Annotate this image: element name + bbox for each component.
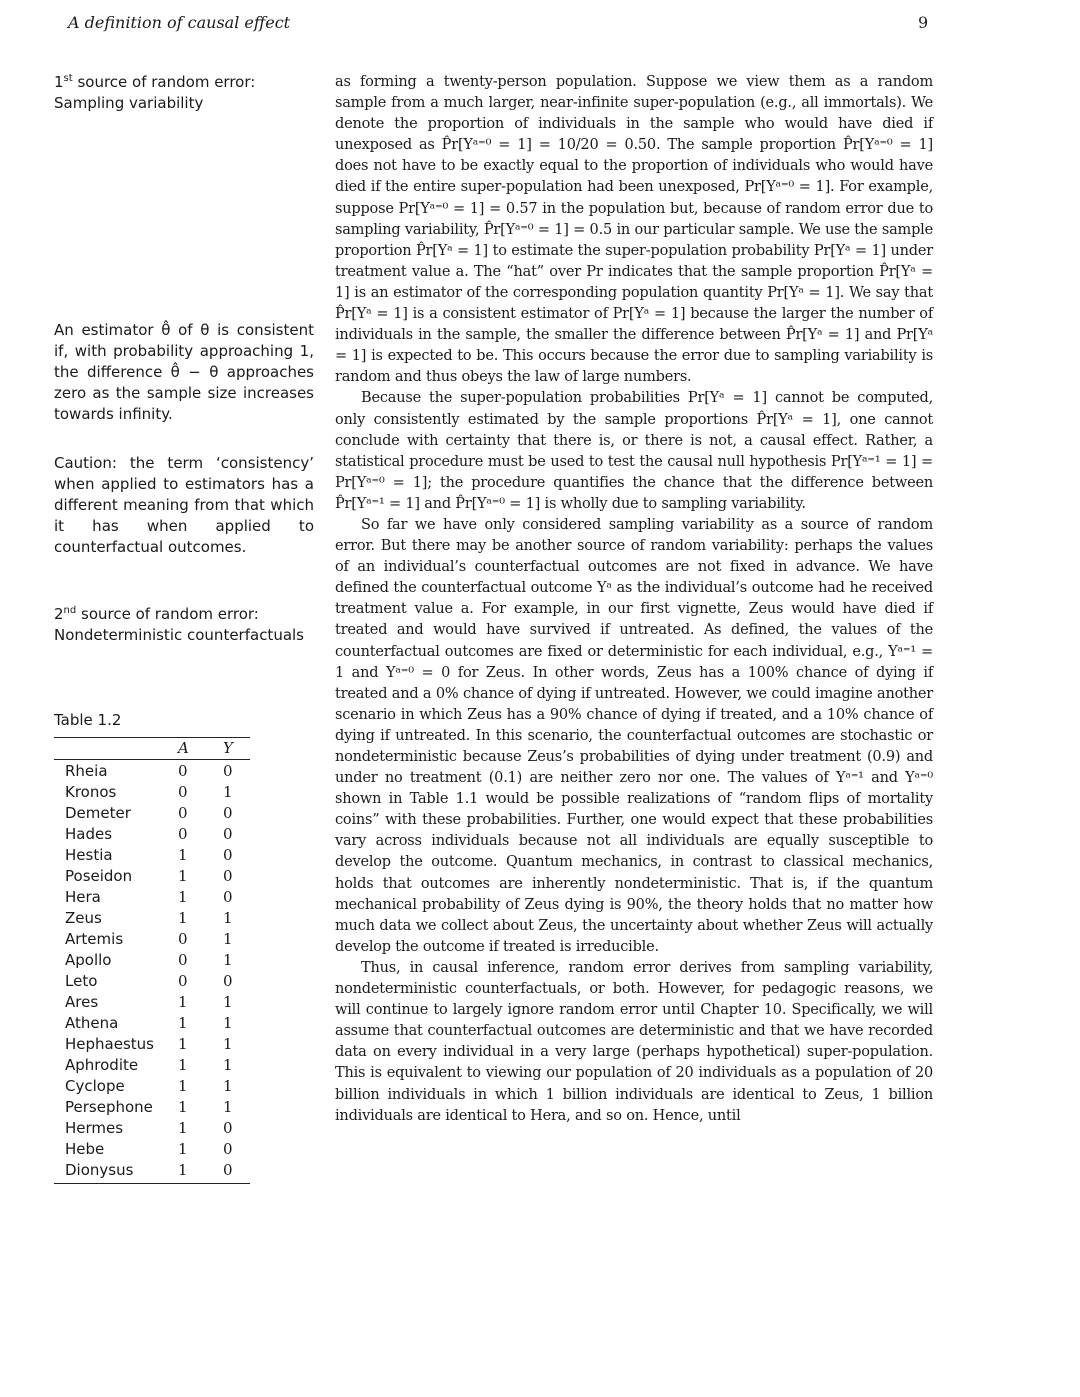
row-a-value: 1	[178, 909, 188, 927]
column-header-a: A	[178, 739, 189, 757]
row-y-value: 1	[223, 1014, 233, 1032]
paragraph: So far we have only considered sampling variability as a source of random error. But there may be another source of random variability: perhaps the values of an individual’s counterfactual outcomes are not fixed in advance. We have defined the counterfactual outcome Yᵃ as the individual’s outcome had he received treatment value a. For example, in our first vignette, Zeus would have died if treated and would have survived if untreated. As defined, the values of the counterfactual outcomes are fixed or deterministic for each individual, e.g., Yᵃ⁼¹ = 1 and Yᵃ⁼⁰ = 0 for Zeus. In other words, Zeus has a 100% chance of dying if treated and a 0% chance of dying if untreated. However, we could imagine another scenario in which Zeus has a 90% chance of dying if treated, and a 10% chance of dying if untreated. In this scenario, the counterfactual outcomes are stochastic or nondeterministic because Zeus’s probabilities of dying under treatment (0.9) and under no treatment (0.1) are neither zero nor one. The values of Yᵃ⁼¹ and Yᵃ⁼⁰ shown in Table 1.1 would be possible realizations of “random flips of mortality coins” with these probabilities. Further, one would expect that these probabilities vary across individuals because not all individuals are equally susceptible to develop the outcome. Quantum mechanics, in contrast to classical mechanics, holds that outcomes are inherently nondeterministic. That is, if the quantum mechanical probability of Zeus dying is 90%, the theory holds that no matter how much data we collect about Zeus, the uncertainty about whether Zeus will actually develop the outcome if treated is irreducible.	[335, 516, 933, 955]
row-name: Hermes	[65, 1119, 124, 1137]
table-body	[54, 760, 250, 1183]
row-name: Cyclope	[65, 1077, 125, 1095]
paragraph: Because the super-population probabilities Pr[Yᵃ = 1] cannot be computed, only consistently estimated by the sample proportions P̂r[Yᵃ = 1], one cannot conclude with certainty that there is, or there is not, a causal effect. Rather, a statistical procedure must be used to test the causal null hypothesis Pr[Yᵃ⁼¹ = 1] = Pr[Yᵃ⁼⁰ = 1]; the procedure quantifies the chance that the difference between P̂r[Yᵃ⁼¹ = 1] and P̂r[Yᵃ⁼⁰ = 1] is wholly due to sampling variability.	[335, 390, 933, 512]
table-row	[54, 971, 250, 992]
row-name: Kronos	[65, 783, 117, 801]
row-a-value: 0	[178, 825, 188, 843]
row-y-value: 1	[223, 1077, 233, 1095]
table-row	[54, 992, 250, 1013]
table-row	[54, 1097, 250, 1118]
row-name: Athena	[65, 1014, 119, 1032]
row-y-value: 0	[223, 804, 233, 822]
paragraph: as forming a twenty-person population. Suppose we view them as a random sample from a much larger, near-infinite super-population (e.g., all immortals). We denote the proportion of individuals in the sample who would have died if unexposed as P̂r[Yᵃ⁼⁰ = 1] = 10/20 = 0.50. The sample proportion P̂r[Yᵃ⁼⁰ = 1] does not have to be exactly equal to the proportion of individuals who would have died if the entire super-population had been unexposed, Pr[Yᵃ⁼⁰ = 1]. For example, suppose Pr[Yᵃ⁼⁰ = 1] = 0.57 in the population but, because of random error due to sampling variability, P̂r[Yᵃ⁼⁰ = 1] = 0.5 in our particular sample. We use the sample proportion P̂r[Yᵃ = 1] to estimate the super-population probability Pr[Yᵃ = 1] under treatment value a. The “hat” over Pr indicates that the sample proportion P̂r[Yᵃ = 1] is an estimator of the corresponding population quantity Pr[Yᵃ = 1]. We say that P̂r[Yᵃ = 1] is a consistent estimator of Pr[Yᵃ = 1] because the larger the number of individuals in the sample, the smaller the difference between P̂r[Yᵃ = 1] and Pr[Yᵃ = 1] is expected to be. This occurs because the error due to sampling variability is random and thus obeys the law of large numbers.	[335, 74, 933, 386]
row-a-value: 1	[178, 1056, 188, 1074]
row-y-value: 0	[223, 1140, 233, 1158]
row-name: Poseidon	[65, 867, 133, 885]
note-ordinal: 2	[54, 605, 64, 623]
row-name: Hebe	[65, 1140, 105, 1158]
row-y-value: 0	[223, 1119, 233, 1137]
note-ordinal: 1	[54, 73, 64, 91]
row-a-value: 1	[178, 1014, 188, 1032]
row-name: Dionysus	[65, 1161, 134, 1179]
row-y-value: 0	[223, 846, 233, 864]
margin-note-caution	[54, 453, 314, 558]
table-row	[54, 1013, 250, 1034]
table-row	[54, 1076, 250, 1097]
table-row	[54, 1034, 250, 1055]
table-row	[54, 761, 250, 782]
running-title: A definition of causal effect	[68, 13, 291, 32]
table-row	[54, 782, 250, 803]
row-a-value: 0	[178, 972, 188, 990]
margin-note-sampling-variability	[54, 72, 314, 114]
row-y-value: 0	[223, 867, 233, 885]
row-y-value: 1	[223, 783, 233, 801]
row-name: Hades	[65, 825, 113, 843]
row-name: Zeus	[65, 909, 102, 927]
table-row	[54, 866, 250, 887]
note-ordinal-suffix: nd	[63, 605, 77, 616]
row-y-value: 0	[223, 762, 233, 780]
row-name: Hephaestus	[65, 1035, 154, 1053]
note-heading: source of random error:	[76, 605, 259, 623]
data-table	[54, 737, 250, 1184]
row-name: Apollo	[65, 951, 112, 969]
column-header-y: Y	[223, 739, 233, 757]
row-name: Rheia	[65, 762, 108, 780]
row-name: Persephone	[65, 1098, 153, 1116]
row-y-value: 0	[223, 1161, 233, 1179]
note-subheading: Sampling variability	[54, 94, 204, 112]
row-a-value: 1	[178, 1161, 188, 1179]
row-a-value: 0	[178, 783, 188, 801]
table-header	[54, 738, 250, 760]
paragraph: Thus, in causal inference, random error derives from sampling variability, nondeterministic counterfactuals, or both. However, for pedagogic reasons, we will continue to largely ignore random error until Chapter 10. Specifically, we will assume that counterfactual outcomes are deterministic and that we have recorded data on every individual in a very large (perhaps hypothetical) super-population. This is equivalent to viewing our population of 20 individuals as a population of 20 billion individuals in which 1 billion individuals are identical to Zeus, 1 billion individuals are identical to Hera, and so on. Hence, until	[335, 959, 933, 1124]
main-text	[335, 72, 933, 1127]
table-row	[54, 1118, 250, 1139]
row-a-value: 1	[178, 1035, 188, 1053]
table-row	[54, 824, 250, 845]
note-heading: source of random error:	[72, 73, 256, 91]
table-row	[54, 908, 250, 929]
row-y-value: 0	[223, 972, 233, 990]
row-y-value: 1	[223, 993, 233, 1011]
table-row	[54, 1139, 250, 1160]
margin-note-consistent-estimator	[54, 320, 314, 425]
row-a-value: 0	[178, 804, 188, 822]
row-a-value: 1	[178, 1077, 188, 1095]
row-y-value: 0	[223, 888, 233, 906]
table-row	[54, 950, 250, 971]
table-row	[54, 887, 250, 908]
table-row	[54, 1160, 250, 1181]
row-y-value: 1	[223, 1056, 233, 1074]
table-row	[54, 845, 250, 866]
row-y-value: 0	[223, 825, 233, 843]
page-number: 9	[918, 13, 929, 32]
table-row	[54, 929, 250, 950]
row-name: Hestia	[65, 846, 113, 864]
row-a-value: 0	[178, 930, 188, 948]
row-name: Leto	[65, 972, 98, 990]
row-name: Hera	[65, 888, 101, 906]
row-a-value: 1	[178, 1140, 188, 1158]
row-y-value: 1	[223, 930, 233, 948]
row-y-value: 1	[223, 1035, 233, 1053]
row-a-value: 1	[178, 846, 188, 864]
table-row	[54, 1055, 250, 1076]
row-y-value: 1	[223, 1098, 233, 1116]
row-a-value: 1	[178, 1119, 188, 1137]
table-row	[54, 803, 250, 824]
note-subheading: Nondeterministic counterfactuals	[54, 626, 304, 644]
row-name: Aphrodite	[65, 1056, 139, 1074]
row-a-value: 0	[178, 762, 188, 780]
note-text: Caution: the term ‘consistency’ when applied to estimators has a different meaning from that which it has when applied to counterfactual outcomes.	[54, 454, 314, 556]
row-a-value: 1	[178, 993, 188, 1011]
note-text: An estimator θ̂ of θ is consistent if, with probability approaching 1, the difference θ̂ − θ approaches zero as the sample size increases towards infinity.	[54, 321, 314, 423]
row-a-value: 1	[178, 1098, 188, 1116]
row-a-value: 0	[178, 951, 188, 969]
row-a-value: 1	[178, 867, 188, 885]
row-name: Ares	[65, 993, 99, 1011]
row-name: Demeter	[65, 804, 131, 822]
table-caption: Table 1.2	[54, 711, 122, 729]
row-y-value: 1	[223, 951, 233, 969]
note-ordinal-suffix: st	[63, 73, 73, 84]
row-name: Artemis	[65, 930, 124, 948]
margin-note-nondeterministic	[54, 604, 314, 646]
row-y-value: 1	[223, 909, 233, 927]
row-a-value: 1	[178, 888, 188, 906]
